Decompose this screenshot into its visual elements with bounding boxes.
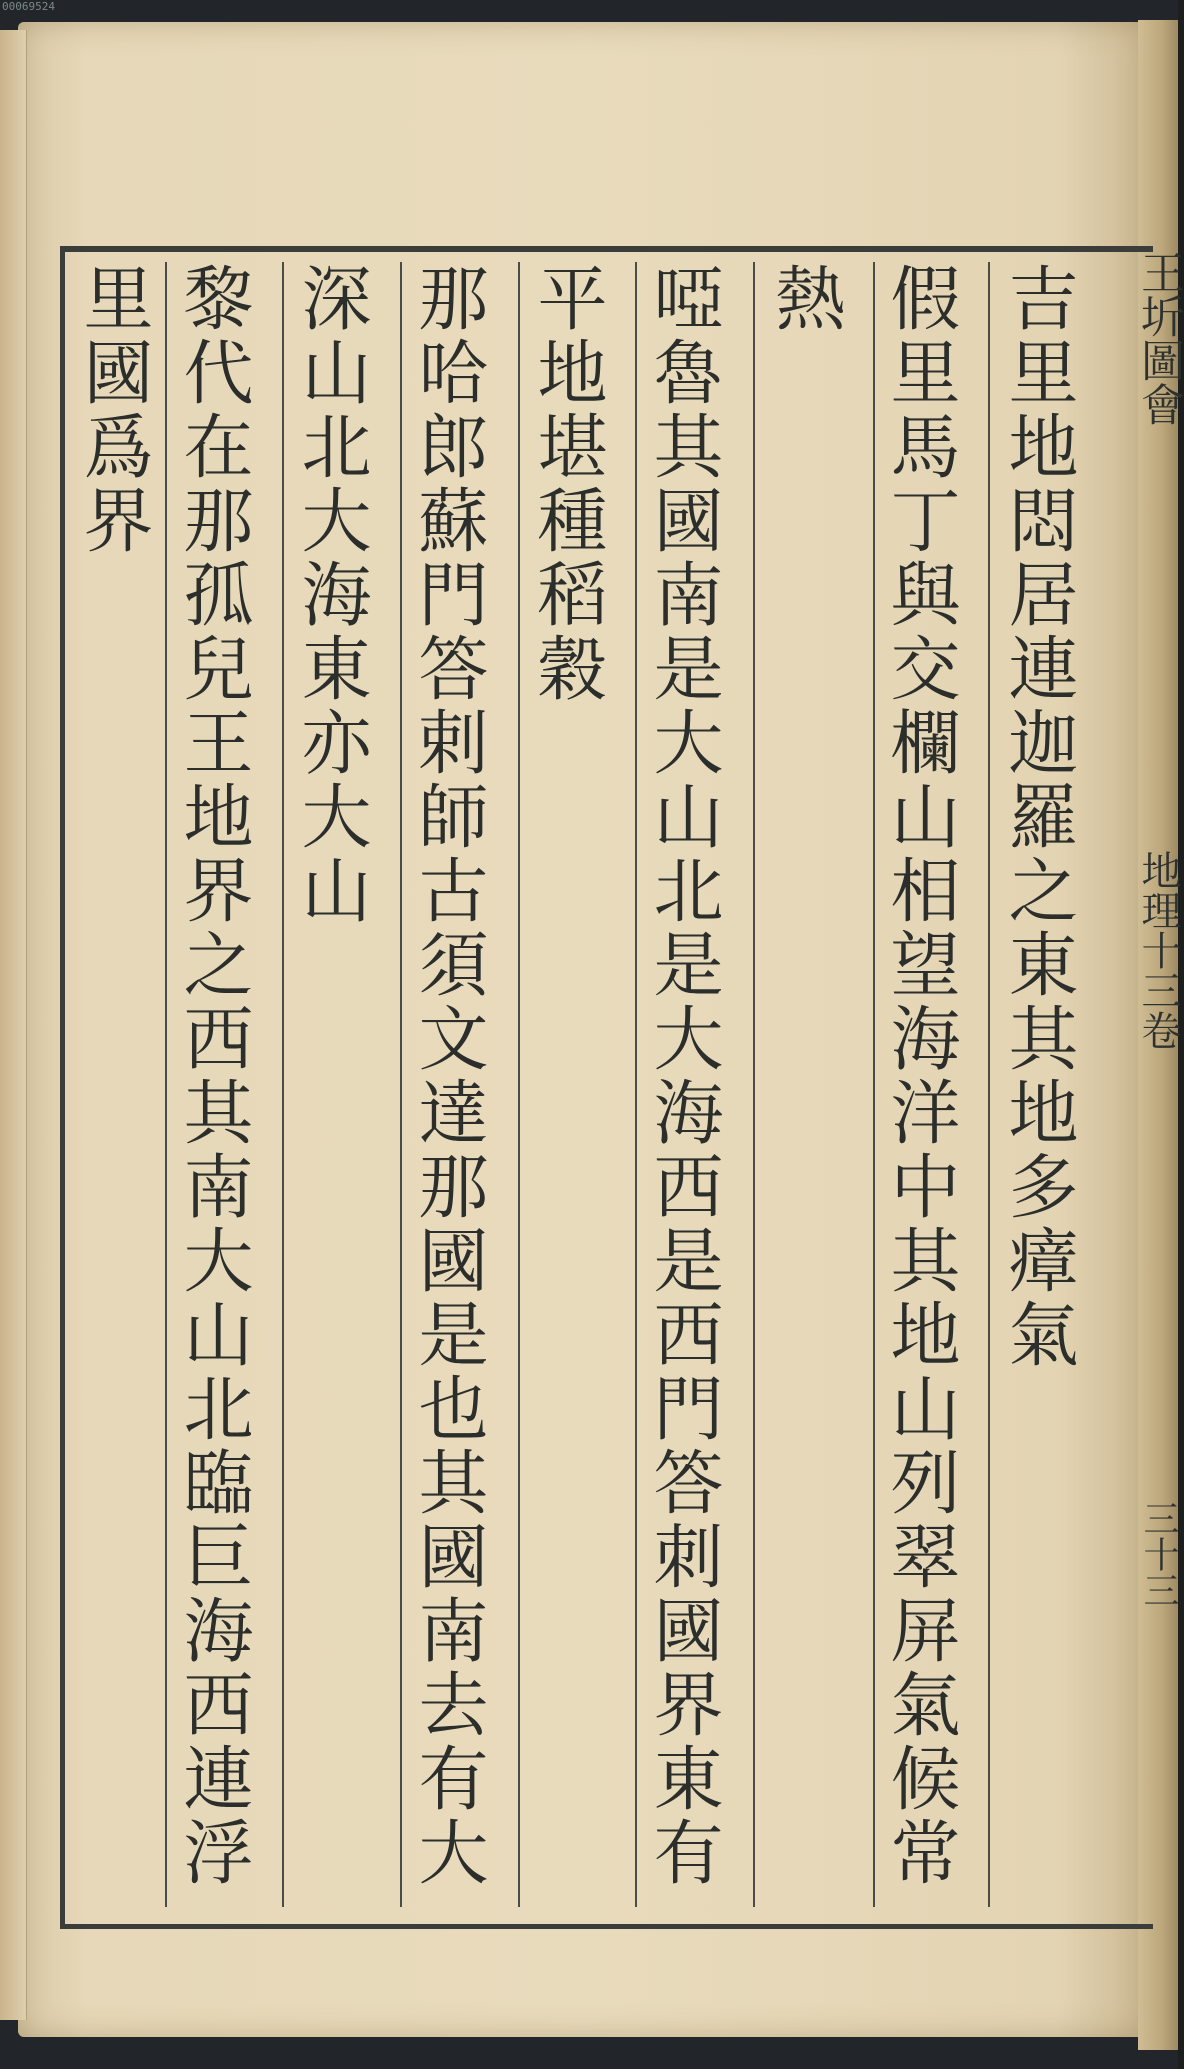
page-id: 00069524 (2, 0, 55, 13)
column-rule (282, 262, 284, 1907)
column-rule (635, 262, 637, 1907)
text-column: 平地堪種稻穀 (526, 262, 608, 706)
text-column: 熱 (764, 262, 846, 336)
text-column: 吉里地悶居連迦羅之東其地多瘴氣 (997, 262, 1079, 1372)
edge-page-number: 三十三 (1138, 1500, 1179, 1608)
text-column: 黎代在那孤兒王地界之西其南大山北臨巨海西連浮 (172, 262, 254, 1890)
text-column: 里國爲界 (72, 262, 154, 558)
edge-title: 王圻圖會 (1133, 250, 1184, 426)
edge-section: 地理十三卷 (1135, 850, 1181, 1050)
text-column: 那哈郎蘇門答剌師古須文達那國是也其國南去有大 (407, 262, 489, 1890)
column-rule (165, 262, 167, 1907)
column-rule (518, 262, 520, 1907)
column-rule (988, 262, 990, 1907)
text-column: 假里馬丁與交欄山相望海洋中其地山列翠屏氣候常 (879, 262, 961, 1890)
column-rule (400, 262, 402, 1907)
text-column: 啞魯其國南是大山北是大海西是西門答刺國界東有 (642, 262, 724, 1890)
column-rule (753, 262, 755, 1907)
column-rule (873, 262, 875, 1907)
text-column: 深山北大海東亦大山 (290, 262, 372, 928)
left-page-edge (0, 30, 27, 2020)
